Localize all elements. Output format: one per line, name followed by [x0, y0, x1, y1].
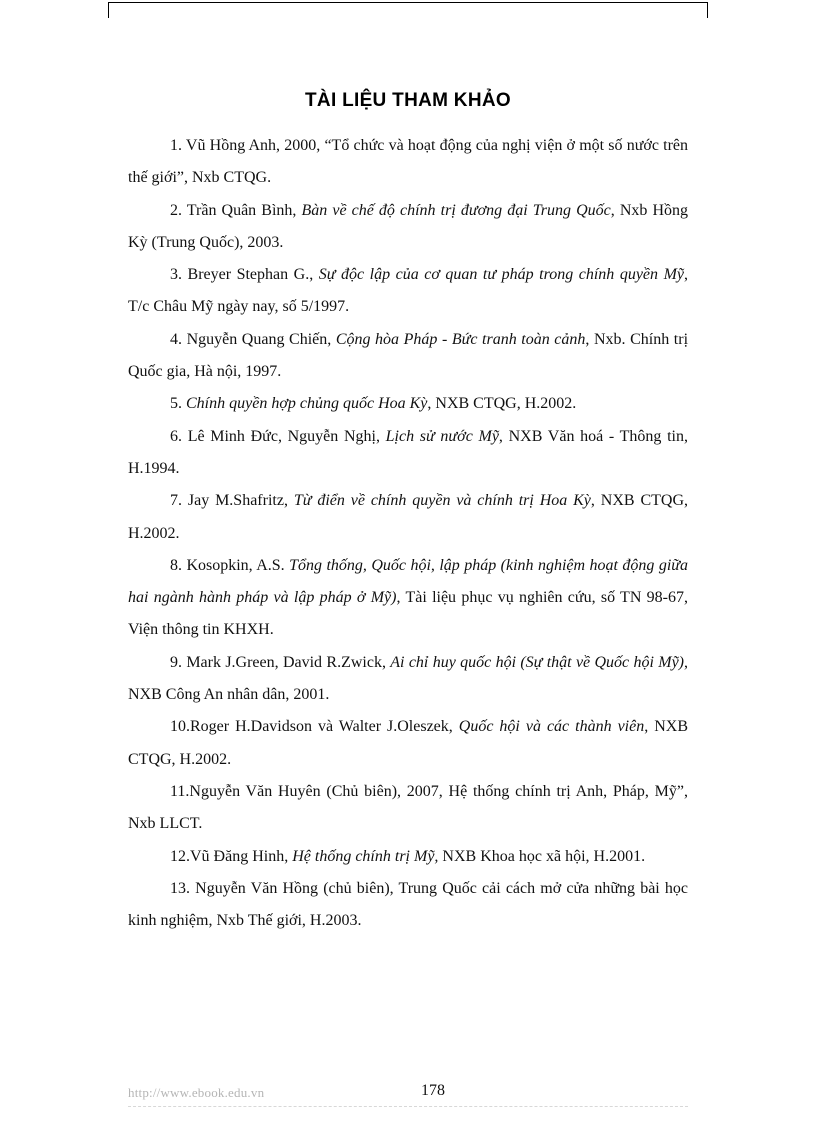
reference-title: Tổng thống, Quốc hội, lập pháp (kinh nghiệm hoạt động giữa hai ngành hành pháp và lập pháp ở Mỹ)	[128, 556, 689, 607]
reference-title: Bàn về chế độ chính trị đương đại Trung Quốc	[301, 201, 611, 219]
reference-publisher: , Nxb. Chính trị Quốc gia, Hà nội, 1997.	[128, 330, 689, 381]
reference-publisher: , Tài liệu phục vụ nghiên cứu, số TN 98-67, Viện thông tin KHXH.	[128, 589, 688, 639]
reference-item	[128, 841, 688, 873]
reference-item	[128, 259, 688, 324]
reference-title: Cộng hòa Pháp - Bức tranh toàn cảnh	[335, 330, 586, 348]
reference-item	[128, 324, 688, 389]
reference-publisher: , NXB CTQG, H.2002.	[128, 718, 689, 768]
reference-text: 7. Jay M.Shafritz,	[170, 492, 294, 510]
reference-item	[128, 550, 688, 647]
reference-text: 12.Vũ Đăng Hinh,	[170, 847, 293, 865]
reference-item	[128, 195, 688, 260]
reference-text: 1. Vũ Hồng Anh, 2000, “Tổ chức và hoạt động của nghị viện ở một số nước trên thế giới”, Nxb CTQG.	[128, 137, 688, 187]
page-title: TÀI LIỆU THAM KHẢO	[305, 90, 511, 111]
page-frame-top	[108, 2, 708, 3]
reference-text: 9. Mark J.Green, David R.Zwick,	[170, 653, 391, 671]
reference-text: 8. Kosopkin, A.S.	[170, 556, 290, 574]
reference-item	[128, 485, 688, 550]
reference-publisher: , T/c Châu Mỹ ngày nay, số 5/1997.	[128, 266, 688, 316]
reference-text: 3. Breyer Stephan G.,	[170, 266, 319, 284]
reference-publisher: NXB Khoa học xã hội, H.2001.	[438, 847, 646, 865]
reference-publisher: , Nxb Hồng Kỳ (Trung Quốc), 2003.	[128, 201, 689, 251]
reference-list	[128, 130, 688, 937]
footer-divider	[128, 1106, 688, 1107]
reference-item	[128, 130, 688, 195]
reference-item	[128, 776, 688, 841]
footer-url[interactable]: http://www.ebook.edu.vn	[128, 1085, 265, 1100]
reference-text: 5.	[170, 395, 186, 413]
page-frame-right	[707, 2, 708, 18]
reference-text: 2. Trần Quân Bình,	[170, 201, 302, 219]
reference-text: 10.Roger H.Davidson và Walter J.Oleszek,	[170, 718, 459, 736]
reference-publisher: , NXB CTQG, H.2002.	[128, 492, 689, 542]
reference-text: 13. Nguyễn Văn Hồng (chủ biên), Trung Quốc cải cách mở cửa những bài học kinh nghiệm, Nxb Thế giới, H.2003.	[128, 879, 688, 930]
reference-item	[128, 711, 688, 776]
reference-publisher: , NXB CTQG, H.2002.	[427, 395, 577, 413]
reference-text: 4. Nguyễn Quang Chiến,	[170, 330, 336, 348]
reference-item	[128, 647, 688, 712]
reference-title: Hệ thống chính trị Mỹ,	[292, 847, 439, 865]
page-number: 178	[421, 1082, 445, 1099]
reference-title: Ai chỉ huy quốc hội (Sự thật về Quốc hội Mỹ)	[390, 653, 685, 671]
reference-text: 6. Lê Minh Đức, Nguyễn Nghị,	[170, 427, 386, 445]
reference-title: Chính quyền hợp chủng quốc Hoa Kỳ	[186, 395, 428, 413]
reference-title: Sự độc lập của cơ quan tư pháp trong chính quyền Mỹ	[318, 266, 684, 284]
reference-title: Quốc hội và các thành viên	[458, 718, 645, 736]
page-frame-left	[108, 2, 109, 18]
reference-title: Từ điển về chính quyền và chính trị Hoa Kỳ	[293, 492, 591, 510]
reference-title: Lịch sử nước Mỹ	[385, 427, 499, 445]
reference-item	[128, 873, 688, 938]
reference-publisher: , NXB Công An nhân dân, 2001.	[128, 653, 689, 704]
reference-publisher: , NXB Văn hoá - Thông tin, H.1994.	[128, 427, 688, 477]
reference-item	[128, 421, 688, 486]
reference-text: 11.Nguyễn Văn Huyên (Chủ biên), 2007, Hệ thống chính trị Anh, Pháp, Mỹ”, Nxb LLCT.	[128, 782, 688, 833]
reference-item	[128, 388, 688, 420]
